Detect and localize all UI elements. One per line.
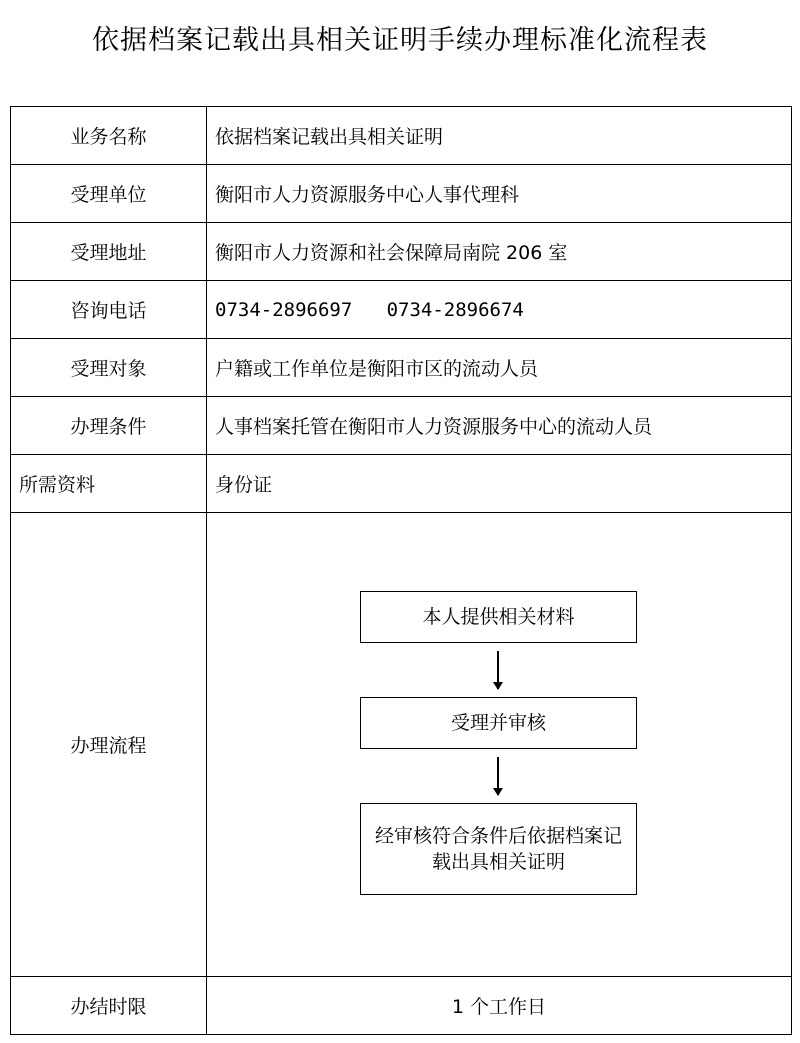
table-row — [11, 107, 792, 165]
phone-label: 咨询电话 — [11, 281, 207, 339]
address-value: 衡阳市人力资源和社会保障局南院 206 室 — [207, 223, 792, 281]
table-row — [11, 977, 792, 1035]
flow-step-1: 本人提供相关材料 — [360, 591, 637, 643]
deadline-label: 办结时限 — [11, 977, 207, 1035]
table-row — [11, 223, 792, 281]
process-label: 办理流程 — [11, 513, 207, 977]
process-table — [10, 106, 792, 1035]
conditions-value: 人事档案托管在衡阳市人力资源服务中心的流动人员 — [207, 397, 792, 455]
flowchart-cell — [207, 513, 792, 977]
handling-unit-label: 受理单位 — [11, 165, 207, 223]
phone-value: 0734-2896697 0734-2896674 — [207, 281, 792, 339]
arrow-down-icon — [497, 651, 499, 689]
address-label: 受理地址 — [11, 223, 207, 281]
table-row — [11, 281, 792, 339]
table-row — [11, 397, 792, 455]
table-row — [11, 513, 792, 977]
arrow-down-icon — [497, 757, 499, 795]
materials-value: 身份证 — [207, 455, 792, 513]
handling-unit-value: 衡阳市人力资源服务中心人事代理科 — [207, 165, 792, 223]
deadline-value: 1 个工作日 — [207, 977, 792, 1035]
target-label: 受理对象 — [11, 339, 207, 397]
business-name-label: 业务名称 — [11, 107, 207, 165]
table-row — [11, 339, 792, 397]
business-name-value: 依据档案记载出具相关证明 — [207, 107, 792, 165]
flow-step-3: 经审核符合条件后依据档案记载出具相关证明 — [360, 803, 637, 895]
materials-label: 所需资料 — [11, 455, 207, 513]
flow-step-2: 受理并审核 — [360, 697, 637, 749]
table-row — [11, 455, 792, 513]
table-row — [11, 165, 792, 223]
flowchart — [207, 515, 790, 975]
conditions-label: 办理条件 — [11, 397, 207, 455]
target-value: 户籍或工作单位是衡阳市区的流动人员 — [207, 339, 792, 397]
page-title: 依据档案记载出具相关证明手续办理标准化流程表 — [92, 25, 708, 56]
